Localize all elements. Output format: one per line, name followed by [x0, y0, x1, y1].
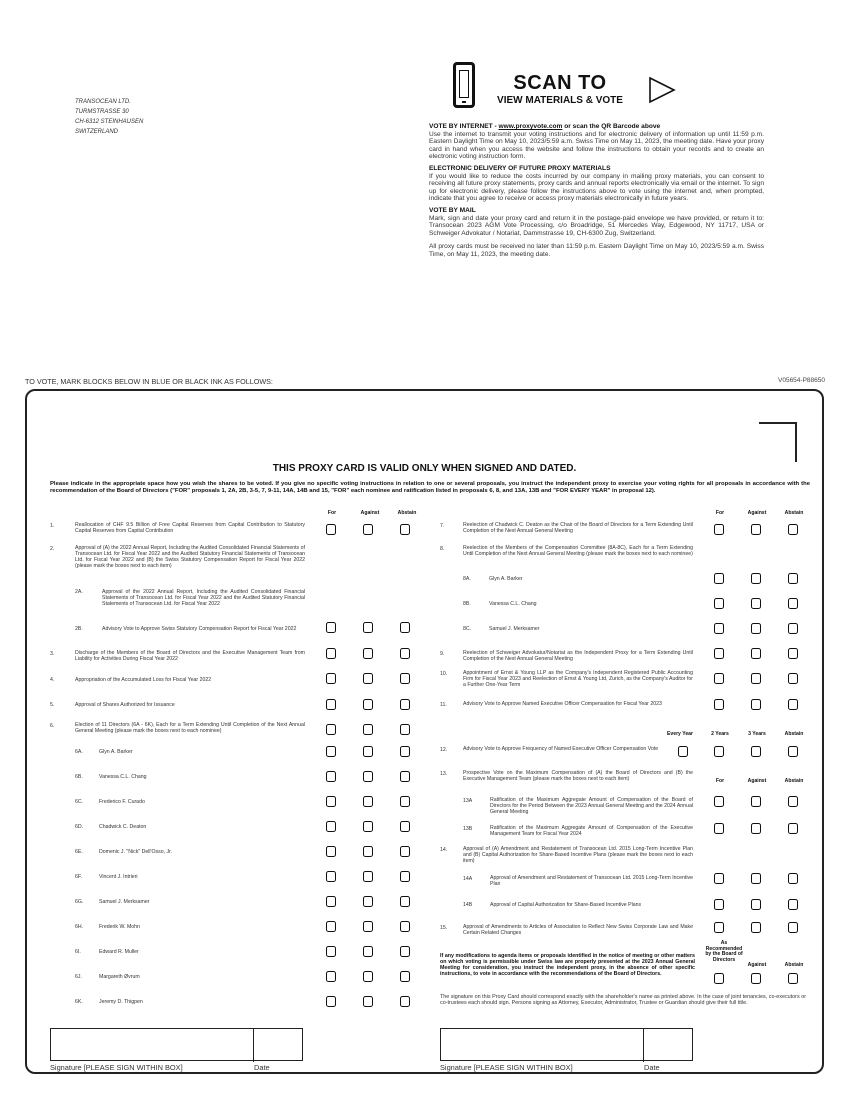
proposal-text: Approval of Amendments to Articles of Association to Reflect New Swiss Corporate Law and Make Certain Related Changes	[463, 924, 693, 937]
vote-checkbox[interactable]	[788, 524, 798, 535]
vote-checkbox[interactable]	[751, 899, 761, 910]
proposal-number: 11.	[440, 702, 447, 708]
col-two-years: 2 Years	[711, 731, 729, 737]
vote-checkbox[interactable]	[714, 699, 724, 710]
proposal-number: 13.	[440, 771, 448, 777]
proposal-text: Approval of Capital Authorization for Share-Based Incentive Plans	[490, 902, 642, 908]
nominee-name: Frederico F. Curado	[99, 799, 145, 805]
committee-name: Samuel J. Merksamer	[489, 626, 540, 632]
nominee-name: Jeremy D. Thigpen	[99, 999, 143, 1005]
vote-checkbox[interactable]	[400, 673, 410, 684]
vote-checkbox[interactable]	[751, 973, 761, 984]
committee-name: Glyn A. Barker	[489, 576, 523, 582]
vote-checkbox[interactable]	[714, 823, 724, 834]
proposal-text: Appropriation of the Accumulated Loss for Fiscal Year 2022	[75, 677, 212, 683]
committee-code: 8B.	[463, 601, 471, 607]
vote-checkbox[interactable]	[751, 573, 761, 584]
vote-checkbox[interactable]	[714, 899, 724, 910]
col-abstain: Abstain	[784, 731, 804, 737]
vote-checkbox[interactable]	[788, 699, 798, 710]
vote-checkbox[interactable]	[751, 796, 761, 807]
vote-checkbox[interactable]	[400, 971, 410, 982]
proposal-number: 7.	[440, 523, 445, 529]
vote-checkbox[interactable]	[326, 996, 336, 1007]
vote-checkbox[interactable]	[326, 724, 336, 735]
vote-checkbox[interactable]	[714, 598, 724, 609]
proposal-number: 2B.	[75, 626, 83, 632]
proposal-number: 10.	[440, 671, 448, 677]
vote-checkbox[interactable]	[400, 746, 410, 757]
nominee-code: 6G.	[75, 899, 84, 905]
vote-checkbox[interactable]	[400, 996, 410, 1007]
proposal-text: Approval of the 2022 Annual Report, Including the Audited Consolidated Financial Statements of Transocean Ltd. for Fiscal Year 2022 and the Audited Statutory Financial Statements of Transocean Ltd. for Fiscal Year 2022	[102, 589, 305, 608]
col-for: For	[327, 510, 337, 516]
nominee-name: Samuel J. Merksamer	[99, 899, 150, 905]
proposal-text: Advisory Vote to Approve Frequency of Named Executive Officer Compensation Vote	[463, 746, 659, 752]
nominee-code: 6J.	[75, 974, 82, 980]
signature-label: Signature [PLEASE SIGN WITHIN BOX]	[440, 1063, 573, 1072]
proposal-number: 12.	[440, 747, 448, 753]
col-abstain: Abstain	[784, 962, 804, 968]
vote-checkbox[interactable]	[363, 921, 373, 932]
vote-checkbox[interactable]	[326, 771, 336, 782]
proposal-number: 13A	[463, 798, 473, 804]
proposal-number: 14A	[463, 876, 473, 882]
col-for: For	[715, 778, 725, 784]
proposal-text: Ratification of the Maximum Aggregate Amount of Compensation of the Executive Management Team for Fiscal Year 2024	[490, 825, 693, 838]
vote-checkbox[interactable]	[400, 724, 410, 735]
vote-checkbox[interactable]	[363, 699, 373, 710]
vote-checkbox[interactable]	[714, 746, 724, 757]
vote-checkbox[interactable]	[326, 821, 336, 832]
proposal-text: Approval of Amendment and Restatement of Transocean Ltd. 2015 Long-Term Incentive Plan	[490, 875, 693, 888]
vote-checkbox[interactable]	[788, 746, 798, 757]
vote-checkbox[interactable]	[326, 921, 336, 932]
card-instructions: Please indicate in the appropriate space how you wish the shares to be voted. If you give no specific voting instructions in relation to one or several proposals, you instruct the independent proxy to exercise your voting rights for all proposals in accordance with the recommendation of the Board of Directors ("FOR" proposals 1, 2A, 2B, 3-5, 7, 9-11, 14A, 14B and 15, "FOR" each nominee and ratification listed in proposals 6, 8, and 13A, 13B and "FOR EVERY YEAR" in proposal 12).	[50, 481, 810, 494]
address-line: TRANSOCEAN LTD.	[75, 99, 131, 105]
vote-checkbox[interactable]	[788, 922, 798, 933]
vote-checkbox[interactable]	[714, 524, 724, 535]
vote-checkbox[interactable]	[751, 699, 761, 710]
proposal-text: Advisory Vote to Approve Swiss Statutory Compensation Report for Fiscal Year 2022	[102, 626, 297, 632]
proposal-number: 8.	[440, 546, 445, 552]
col-against: Against	[747, 510, 767, 516]
proposal-number: 4.	[50, 677, 55, 683]
nominee-code: 6B.	[75, 774, 83, 780]
vote-checkbox[interactable]	[751, 873, 761, 884]
signature-box[interactable]	[440, 1028, 693, 1061]
proposal-number: 2.	[50, 546, 55, 552]
vote-checkbox[interactable]	[326, 896, 336, 907]
proposal-number: 14B	[463, 902, 473, 908]
proposal-text: Approval of Shares Authorized for Issuance	[75, 702, 175, 708]
date-divider	[643, 1029, 644, 1062]
proposal-text: Reelection of the Members of the Compensation Committee (8A-8C), Each for a Term Extending Until Completion of the Next Annual General Meeting (please mark the boxes next to each nominee)	[463, 545, 693, 558]
vote-checkbox[interactable]	[363, 746, 373, 757]
vote-checkbox[interactable]	[714, 573, 724, 584]
vote-checkbox[interactable]	[363, 946, 373, 957]
signature-note: The signature on this Proxy Card should correspond exactly with the shareholder's name as printed above. In the case of joint tenancies, co-executors or co-trustees each should sign. Persons signing as Attorney, Executor, Administrator, Trustee or Guardian should give their full title.	[440, 994, 806, 1007]
proposal-text: Advisory Vote to Approve Named Executive Officer Compensation for Fiscal Year 2023	[463, 701, 662, 707]
vote-checkbox[interactable]	[363, 771, 373, 782]
scan-title: SCAN TO	[513, 72, 607, 94]
vote-checkbox[interactable]	[400, 771, 410, 782]
vote-checkbox[interactable]	[788, 796, 798, 807]
internet-heading: VOTE BY INTERNET -	[429, 123, 499, 130]
col-against: Against	[360, 510, 380, 516]
committee-code: 8C.	[463, 626, 472, 632]
proposal-text: Reelection of Chadwick C. Deaton as the Chair of the Board of Directors for a Term Extending Until Completion of the Next Annual General Meeting	[463, 522, 693, 535]
proposal-number: 13B	[463, 826, 473, 832]
vote-checkbox[interactable]	[751, 524, 761, 535]
signature-box[interactable]	[50, 1028, 303, 1061]
vote-checkbox[interactable]	[326, 648, 336, 659]
proposal-number: 3.	[50, 651, 55, 657]
card-title: THIS PROXY CARD IS VALID ONLY WHEN SIGNED AND DATED.	[272, 463, 577, 474]
proposal-text: Appointment of Ernst & Young LLP as the Company's Independent Registered Public Accounting Firm for Fiscal Year 2023 and Reelection of Ernst & Young Ltd, Zurich, as the Company's Auditor for a Further One-Year Term	[463, 670, 693, 689]
date-label: Date	[254, 1063, 270, 1072]
mail-deadline: All proxy cards must be received no later than 11:59 p.m. Eastern Daylight Time on May 10, 2023/5:59 a.m. Swiss Time, on May 11, 2023, the meeting date.	[429, 243, 764, 258]
vote-checkbox[interactable]	[788, 573, 798, 584]
signature-label: Signature [PLEASE SIGN WITHIN BOX]	[50, 1063, 183, 1072]
col-abstain: Abstain	[784, 510, 804, 516]
vote-checkbox[interactable]	[363, 724, 373, 735]
address-line: SWITZERLAND	[75, 129, 119, 135]
vote-checkbox[interactable]	[788, 823, 798, 834]
vote-checkbox[interactable]	[363, 648, 373, 659]
ink-instruction: TO VOTE, MARK BLOCKS BELOW IN BLUE OR BLACK INK AS FOLLOWS:	[25, 377, 273, 386]
committee-name: Vanessa C.L. Chang	[489, 601, 537, 607]
vote-checkbox[interactable]	[400, 648, 410, 659]
proposal-number: 9.	[440, 651, 445, 657]
vote-checkbox[interactable]	[363, 673, 373, 684]
vote-checkbox[interactable]	[363, 796, 373, 807]
vote-checkbox[interactable]	[363, 846, 373, 857]
nominee-code: 6C.	[75, 799, 84, 805]
vote-checkbox[interactable]	[400, 846, 410, 857]
vote-checkbox[interactable]	[714, 973, 724, 984]
col-against: Against	[747, 962, 767, 968]
phone-icon	[453, 62, 475, 108]
scan-subtitle: VIEW MATERIALS & VOTE	[497, 95, 623, 106]
vote-checkbox[interactable]	[751, 673, 761, 684]
vote-checkbox[interactable]	[400, 946, 410, 957]
vote-checkbox[interactable]	[400, 821, 410, 832]
vote-checkbox[interactable]	[751, 648, 761, 659]
proposal-text: Approval of (A) Amendment and Restatement of Transocean Ltd. 2015 Long-Term Incentive Plan and (B) Capital Authorization for Share-Based Incentive Plans (please mark the boxes next to each item)	[463, 846, 693, 865]
nominee-name: Domenic J. "Nick" Dell'Osso, Jr.	[99, 849, 172, 855]
mail-heading: VOTE BY MAIL	[429, 206, 476, 214]
vote-checkbox[interactable]	[363, 622, 373, 633]
vote-checkbox[interactable]	[714, 648, 724, 659]
nominee-code: 6F.	[75, 874, 82, 880]
vote-checkbox[interactable]	[788, 973, 798, 984]
vote-checkbox[interactable]	[714, 623, 724, 634]
vote-checkbox[interactable]	[326, 622, 336, 633]
vote-checkbox[interactable]	[400, 921, 410, 932]
col-every-year: Every Year	[667, 731, 693, 737]
vote-checkbox[interactable]	[326, 673, 336, 684]
col-three-years: 3 Years	[748, 731, 766, 737]
vote-checkbox[interactable]	[400, 699, 410, 710]
date-divider	[253, 1029, 254, 1062]
nominee-name: Chadwick C. Deaton	[99, 824, 147, 830]
nominee-name: Vanessa C.L. Chang	[99, 774, 147, 780]
vote-checkbox[interactable]	[326, 846, 336, 857]
proxyvote-link[interactable]: www.proxyvote.com	[498, 123, 563, 130]
corner-mark	[759, 422, 797, 462]
vote-checkbox[interactable]	[326, 524, 336, 535]
nominee-code: 6K.	[75, 999, 83, 1005]
nominee-name: Glyn A. Barker	[99, 749, 133, 755]
electronic-heading: ELECTRONIC DELIVERY OF FUTURE PROXY MATERIALS	[429, 164, 611, 172]
col-abstain: Abstain	[397, 510, 417, 516]
date-label: Date	[644, 1063, 660, 1072]
vote-checkbox[interactable]	[326, 971, 336, 982]
vote-checkbox[interactable]	[788, 648, 798, 659]
arrow-right-icon	[648, 76, 676, 104]
vote-checkbox[interactable]	[714, 673, 724, 684]
mailing-address	[75, 97, 143, 137]
vote-checkbox[interactable]	[363, 896, 373, 907]
electronic-body: If you would like to reduce the costs incurred by our company in mailing proxy materials, you can consent to receiving all future proxy statements, proxy cards and annual reports electronically via email or the internet. To sign up for electronic delivery, please follow the instructions above to vote using the internet and, when prompted, indicate that you agree to receive or access proxy materials electronically in future years.	[429, 172, 764, 203]
vote-checkbox[interactable]	[788, 873, 798, 884]
vote-checkbox[interactable]	[751, 922, 761, 933]
proposal-text: Discharge of the Members of the Board of Directors and the Executive Management Team from Liability for Activities During Fiscal Year 2022	[75, 650, 305, 663]
col-for: For	[715, 510, 725, 516]
vote-checkbox[interactable]	[714, 873, 724, 884]
internet-body: Use the internet to transmit your voting instructions and for electronic delivery of information up until 11:59 p.m. Eastern Daylight Time on May 10, 2023/5:59 a.m. Swiss Time on May 11, 2023, the meeting date. Have your proxy card in hand when you access the website and follow the instructions to obtain your records and to create an electronic voting instruction form.	[429, 130, 764, 161]
vote-checkbox[interactable]	[363, 821, 373, 832]
vote-checkbox[interactable]	[788, 598, 798, 609]
nominee-code: 6A.	[75, 749, 83, 755]
nominee-code: 6H.	[75, 924, 84, 930]
vote-checkbox[interactable]	[363, 871, 373, 882]
address-line: TURMSTRASSE 30	[75, 109, 129, 115]
vote-checkbox[interactable]	[751, 746, 761, 757]
vote-checkbox[interactable]	[326, 699, 336, 710]
proposal-number: 14.	[440, 847, 448, 853]
vote-checkbox[interactable]	[363, 524, 373, 535]
proposal-text: Reallocation of CHF 9.5 Billion of Free Capital Reserves from Capital Contribution to Statutory Capital Reserves from Capital Contribution	[75, 522, 305, 535]
col-as-recommended: As Recommended by the Board of Directors	[705, 940, 743, 963]
modifications-notice: If any modifications to agenda items or proposals identified in the notice of meeting or other matters on which voting is permissible under Swiss law are properly presented at the 2023 Annual General Meeting for consideration, you instruct the independent proxy, in the absence of other specific instructions, to vote in accordance with the recommendations of the Board of Directors.	[440, 953, 695, 978]
internet-heading-suffix: or scan the QR Barcode above	[562, 123, 661, 130]
vote-checkbox[interactable]	[363, 971, 373, 982]
proposal-text: Prospective Vote on the Maximum Compensation of (A) the Board of Directors and (B) the Executive Management Team (please mark the boxes next to each item)	[463, 770, 693, 783]
vote-checkbox[interactable]	[400, 622, 410, 633]
nominee-code: 6E.	[75, 849, 83, 855]
vote-checkbox[interactable]	[400, 896, 410, 907]
col-abstain: Abstain	[784, 778, 804, 784]
control-code: V05654-P88650	[778, 377, 825, 384]
vote-checkbox[interactable]	[326, 746, 336, 757]
vote-checkbox[interactable]	[788, 899, 798, 910]
nominee-name: Vincent J. Intrieri	[99, 874, 138, 880]
nominee-name: Margareth Øvrum	[99, 974, 140, 980]
vote-checkbox[interactable]	[751, 623, 761, 634]
voting-instructions	[429, 123, 764, 263]
vote-checkbox[interactable]	[400, 796, 410, 807]
nominee-name: Edward R. Muller	[99, 949, 139, 955]
proposal-text: Approval of (A) the 2022 Annual Report, Including the Audited Consolidated Financial Statements of Transocean Ltd. for Fiscal Year 2022 and the Audited Statutory Financial Statements of Transocean Ltd. for Fiscal Year 2022 and (B) the Swiss Statutory Compensation Report for Fiscal Year 2022 (please mark the boxes next to each item)	[75, 545, 305, 570]
vote-checkbox[interactable]	[400, 871, 410, 882]
proposal-number: 2A.	[75, 589, 83, 595]
proposal-number: 5.	[50, 702, 55, 708]
mail-body: Mark, sign and date your proxy card and return it in the postage-paid envelope we have provided, or return it to: Transocean 2023 AGM Vote Processing, c/o Broadridge, 51 Mercedes Way, Edgewood, NY 11717, USA or Schweiger Advokatur / Notariat, Dammstrasse 19, CH-6300 Zug, Switzerland.	[429, 214, 764, 237]
vote-checkbox[interactable]	[788, 623, 798, 634]
vote-checkbox[interactable]	[326, 871, 336, 882]
vote-checkbox[interactable]	[714, 796, 724, 807]
proposal-number: 1.	[50, 523, 55, 529]
vote-checkbox[interactable]	[788, 673, 798, 684]
vote-checkbox[interactable]	[326, 796, 336, 807]
address-line: CH-6312 STEINHAUSEN	[75, 119, 144, 125]
vote-checkbox[interactable]	[326, 946, 336, 957]
proposal-text: Reelection of Schweiger Advokatur/Notariat as the Independent Proxy for a Term Extending Until Completion of the Next Annual General Meeting	[463, 650, 693, 663]
vote-checkbox[interactable]	[678, 746, 688, 757]
vote-checkbox[interactable]	[400, 524, 410, 535]
nominee-name: Frederik W. Mohn	[99, 924, 140, 930]
col-against: Against	[747, 778, 767, 784]
proposal-text: Ratification of the Maximum Aggregate Amount of Compensation of the Board of Directors for the Period Between the 2023 Annual General Meeting and the 2024 Annual General Meeting	[490, 797, 693, 816]
vote-checkbox[interactable]	[751, 598, 761, 609]
vote-checkbox[interactable]	[714, 922, 724, 933]
proposal-number: 15.	[440, 925, 448, 931]
vote-checkbox[interactable]	[363, 996, 373, 1007]
nominee-code: 6D.	[75, 824, 84, 830]
vote-checkbox[interactable]	[751, 823, 761, 834]
committee-code: 8A.	[463, 576, 471, 582]
nominee-code: 6I.	[75, 949, 81, 955]
proposal-text: Election of 11 Directors (6A - 6K), Each for a Term Extending Until Completion of the Next Annual General Meeting (please mark the boxes next to each nominee)	[75, 722, 305, 735]
proposal-number: 6.	[50, 723, 55, 729]
